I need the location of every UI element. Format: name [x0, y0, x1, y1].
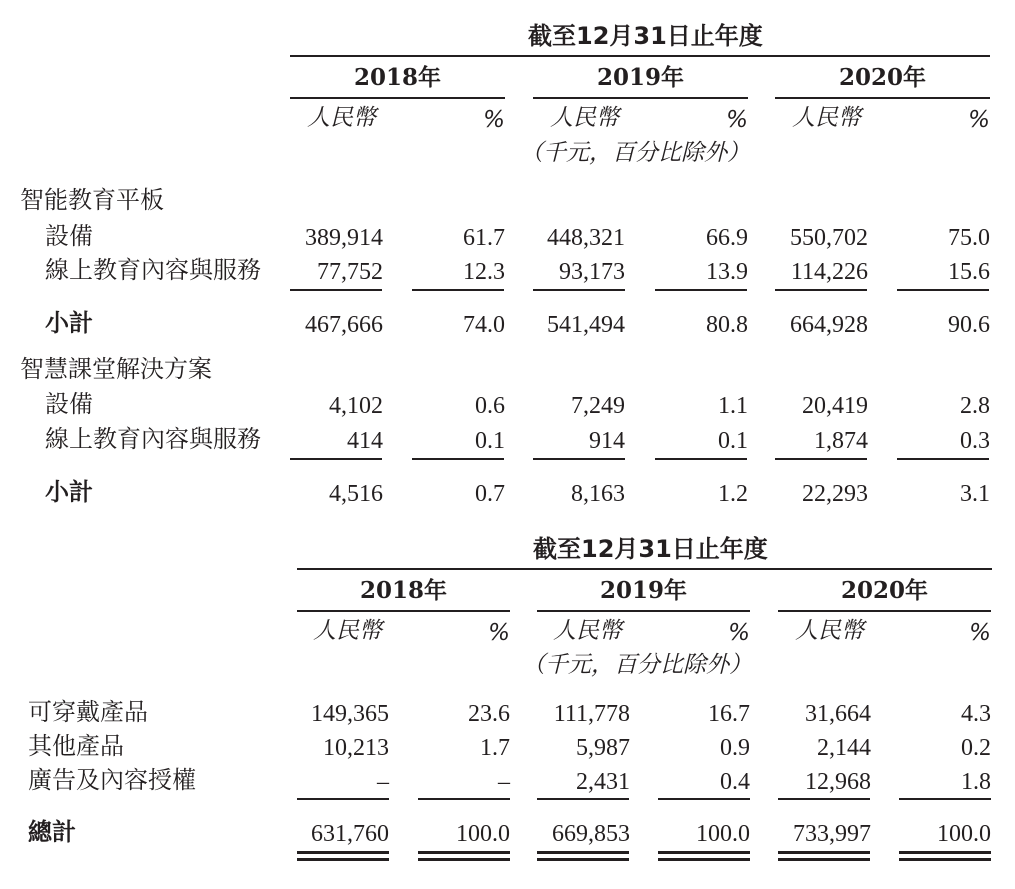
cell-2018-pct: 23.6 — [468, 701, 510, 727]
pct-label-2018: % — [488, 620, 510, 646]
row-label: 小計 — [45, 478, 93, 506]
cell-2020-pct: 1.8 — [961, 769, 991, 795]
year-header-2020: 2020年 — [838, 64, 926, 91]
row-label: 總計 — [28, 818, 76, 846]
currency-label-2018: 人民幣 — [307, 105, 376, 131]
subtotal-rule — [412, 458, 504, 460]
total-rule — [297, 798, 389, 800]
cell-2018-pct: 0.6 — [475, 393, 505, 419]
subtotal-rule — [897, 289, 989, 291]
cell-2020-rmb: 1,874 — [814, 428, 868, 454]
subtotal-rule — [775, 458, 867, 460]
cell-2019-rmb: 93,173 — [559, 259, 625, 285]
subtotal-rule — [655, 289, 747, 291]
cell-2020-rmb: 20,419 — [802, 393, 868, 419]
cell-2019-rmb: 111,778 — [553, 701, 630, 727]
cell-2018-rmb: 414 — [347, 428, 383, 454]
cell-2020-rmb: 664,928 — [790, 312, 868, 338]
pct-label-2019: % — [726, 107, 748, 133]
cell-2018-rmb: 10,213 — [323, 735, 389, 761]
cell-2019-pct: 13.9 — [706, 259, 748, 285]
year-rule-2018 — [297, 610, 510, 612]
cell-2018-rmb: – — [377, 769, 389, 795]
cell-2020-pct: 15.6 — [948, 259, 990, 285]
cell-2020-pct: 3.1 — [960, 481, 990, 507]
cell-2019-pct: 66.9 — [706, 225, 748, 251]
cell-2019-rmb: 5,987 — [576, 735, 630, 761]
year-rule-2020 — [775, 97, 990, 99]
pct-label-2020: % — [968, 107, 990, 133]
cell-2018-rmb: 467,666 — [305, 312, 383, 338]
header-rule — [297, 568, 992, 570]
cell-2020-pct: 75.0 — [948, 225, 990, 251]
cell-2018-pct: 1.7 — [480, 735, 510, 761]
year-header-2019: 2019年 — [596, 64, 684, 91]
row-label: 廣告及內容授權 — [28, 766, 196, 794]
cell-2019-pct: 1.2 — [718, 481, 748, 507]
row-label: 設備 — [45, 390, 93, 418]
total-double-rule — [297, 851, 389, 861]
unit-note: （千元，百分比除外） — [520, 140, 750, 166]
subtotal-rule — [775, 289, 867, 291]
subtotal-rule — [655, 458, 747, 460]
total-double-rule — [537, 851, 629, 861]
cell-2018-rmb: 631,760 — [311, 821, 389, 847]
pct-label-2020: % — [969, 620, 991, 646]
subtotal-rule — [412, 289, 504, 291]
cell-2018-pct: – — [498, 769, 510, 795]
pct-label-2019: % — [728, 620, 750, 646]
cell-2020-pct: 0.2 — [961, 735, 991, 761]
subtotal-rule — [533, 289, 625, 291]
cell-2019-pct: 0.4 — [720, 769, 750, 795]
cell-2019-rmb: 448,321 — [547, 225, 625, 251]
subtotal-rule — [897, 458, 989, 460]
row-label: 可穿戴產品 — [28, 698, 148, 726]
cell-2018-pct: 74.0 — [463, 312, 505, 338]
total-rule — [778, 798, 870, 800]
cell-2019-pct: 1.1 — [718, 393, 748, 419]
cell-2018-pct: 100.0 — [456, 821, 510, 847]
cell-2019-rmb: 669,853 — [552, 821, 630, 847]
year-rule-2019 — [537, 610, 750, 612]
cell-2020-rmb: 114,226 — [790, 259, 868, 285]
cell-2019-pct: 100.0 — [696, 821, 750, 847]
row-label: 線上教育內容與服務 — [45, 256, 261, 284]
currency-label-2019: 人民幣 — [553, 618, 622, 644]
cell-2018-rmb: 389,914 — [305, 225, 383, 251]
cell-2018-pct: 61.7 — [463, 225, 505, 251]
cell-2020-rmb: 733,997 — [793, 821, 871, 847]
pct-label-2018: % — [483, 107, 505, 133]
cell-2019-rmb: 541,494 — [547, 312, 625, 338]
cell-2020-rmb: 550,702 — [790, 225, 868, 251]
cell-2020-rmb: 22,293 — [802, 481, 868, 507]
period-header: 截至12月31日止年度 — [533, 535, 768, 563]
subtotal-rule — [290, 289, 382, 291]
row-label: 設備 — [45, 222, 93, 250]
subtotal-rule — [533, 458, 625, 460]
group-title: 智能教育平板 — [20, 186, 164, 214]
total-double-rule — [418, 851, 510, 861]
year-header-2019: 2019年 — [599, 577, 687, 604]
cell-2019-rmb: 8,163 — [571, 481, 625, 507]
year-rule-2020 — [778, 610, 991, 612]
cell-2020-rmb: 2,144 — [817, 735, 871, 761]
cell-2018-pct: 0.7 — [475, 481, 505, 507]
cell-2020-pct: 90.6 — [948, 312, 990, 338]
cell-2018-rmb: 4,516 — [329, 481, 383, 507]
cell-2020-pct: 100.0 — [937, 821, 991, 847]
cell-2018-rmb: 77,752 — [317, 259, 383, 285]
cell-2020-pct: 0.3 — [960, 428, 990, 454]
year-rule-2019 — [533, 97, 748, 99]
total-double-rule — [658, 851, 750, 861]
total-rule — [658, 798, 750, 800]
currency-label-2020: 人民幣 — [795, 618, 864, 644]
cell-2020-rmb: 31,664 — [805, 701, 871, 727]
cell-2018-pct: 12.3 — [463, 259, 505, 285]
cell-2019-pct: 16.7 — [708, 701, 750, 727]
subtotal-rule — [290, 458, 382, 460]
cell-2018-rmb: 149,365 — [311, 701, 389, 727]
cell-2019-pct: 80.8 — [706, 312, 748, 338]
total-rule — [899, 798, 991, 800]
total-rule — [418, 798, 510, 800]
row-label: 線上教育內容與服務 — [45, 425, 261, 453]
currency-label-2019: 人民幣 — [550, 105, 619, 131]
year-header-2018: 2018年 — [353, 64, 441, 91]
cell-2020-rmb: 12,968 — [805, 769, 871, 795]
year-header-2020: 2020年 — [840, 577, 928, 604]
row-label: 其他產品 — [28, 732, 124, 760]
unit-note: （千元，百分比除外） — [522, 652, 752, 678]
total-double-rule — [778, 851, 870, 861]
total-double-rule — [899, 851, 991, 861]
cell-2019-rmb: 914 — [589, 428, 625, 454]
year-rule-2018 — [290, 97, 505, 99]
period-header: 截至12月31日止年度 — [528, 22, 763, 50]
total-rule — [537, 798, 629, 800]
cell-2019-pct: 0.1 — [718, 428, 748, 454]
row-label: 小計 — [45, 309, 93, 337]
currency-label-2018: 人民幣 — [313, 618, 382, 644]
cell-2018-rmb: 4,102 — [329, 393, 383, 419]
cell-2019-rmb: 7,249 — [571, 393, 625, 419]
year-header-2018: 2018年 — [359, 577, 447, 604]
cell-2020-pct: 4.3 — [961, 701, 991, 727]
cell-2019-pct: 0.9 — [720, 735, 750, 761]
cell-2019-rmb: 2,431 — [576, 769, 630, 795]
group-title: 智慧課堂解決方案 — [20, 355, 212, 383]
cell-2018-pct: 0.1 — [475, 428, 505, 454]
cell-2020-pct: 2.8 — [960, 393, 990, 419]
currency-label-2020: 人民幣 — [792, 105, 861, 131]
header-rule — [290, 55, 990, 57]
